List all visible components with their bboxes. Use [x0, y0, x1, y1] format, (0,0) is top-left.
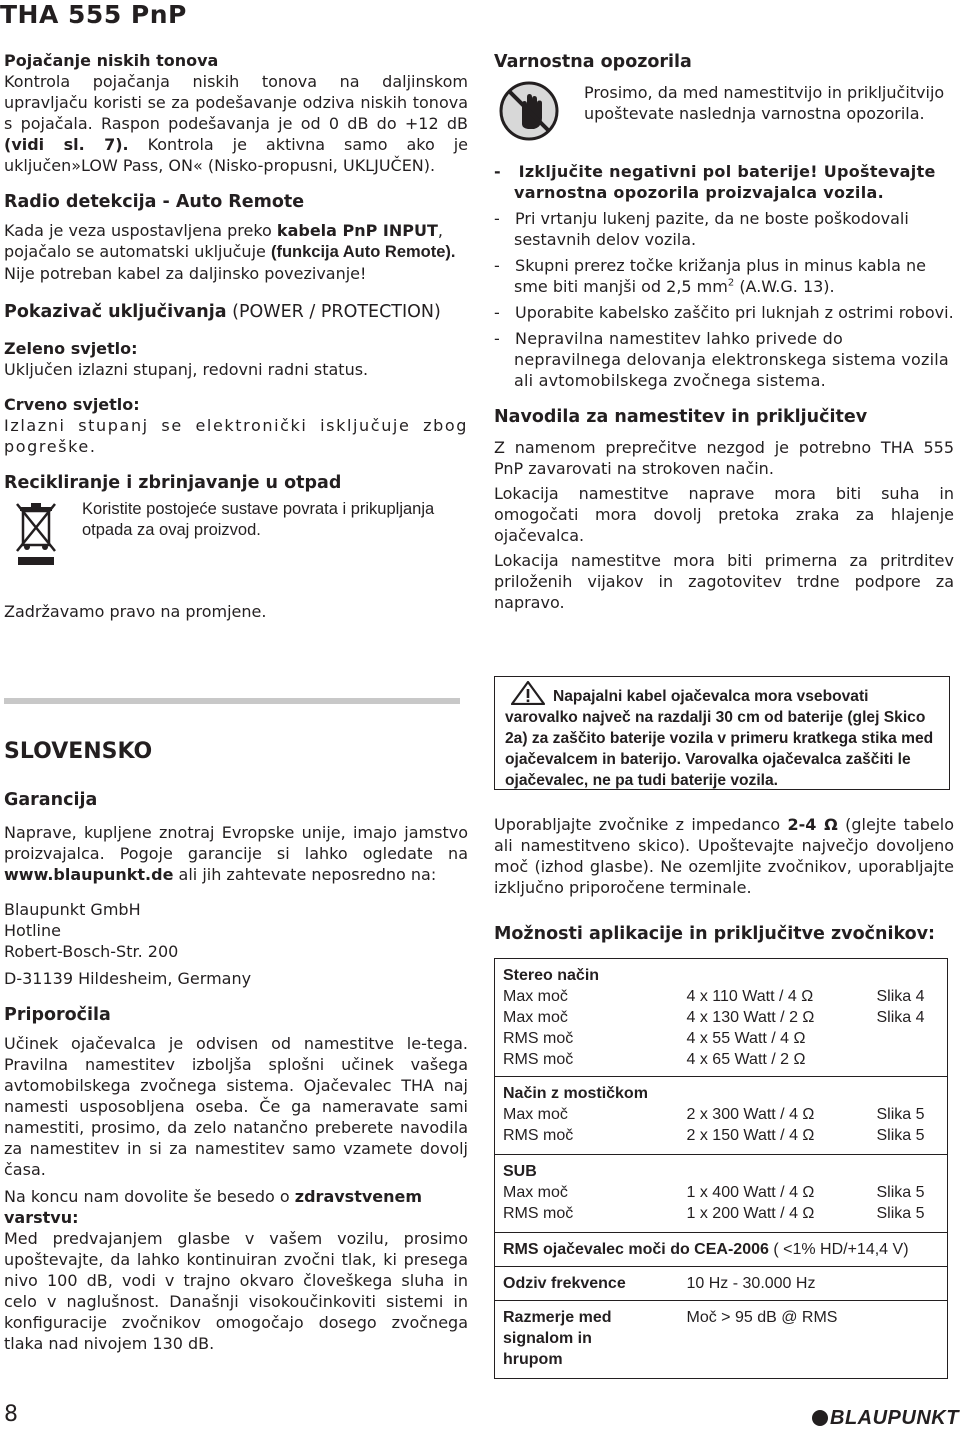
power-heading: Pokazivač uključivanja (POWER / PROTECTION) [4, 302, 441, 322]
safety-item: - Izključite negativni pol baterije! Upoštevajte varnostna opozorila proizvajalca vozila. [494, 162, 936, 202]
bridge-heading: Način z mostičkom [495, 1077, 948, 1105]
table-row: Razmerje med signalom in hrupom Moč > 95 dB @ RMS [495, 1301, 948, 1379]
red-light-heading: Crveno svjetlo: [4, 395, 140, 414]
table-row: Odziv frekvence 10 Hz - 30.000 Hz [495, 1267, 948, 1301]
safety-item: - Nepravilna namestitev lahko privede do nepravilnega delovanja elektronskega sistema vozila ali avtomobilskega zvočnega sistema. [494, 329, 949, 390]
page-number: 8 [4, 1402, 18, 1427]
table-row: RMS moč 1 x 200 Watt / 4 Ω Slika 5 [503, 1205, 925, 1222]
bass-heading: Pojačanje niskih tonova [4, 51, 219, 70]
install-text-3: Lokacija namestitve mora biti primerna za pritrditev priloženih vijakov in zagotovitev trdne podpore za napravo. [494, 551, 954, 612]
reserve-text: Zadržavamo pravo na promjene. [4, 602, 267, 621]
left-column-bottom [4, 738, 468, 1354]
green-light-text: Uključen izlazni stupanj, redovni radni status. [4, 360, 369, 379]
red-light-text: Izlazni stupanj se elektronički isključuje zbog pogreške. [4, 416, 468, 456]
safety-item: - Uporabite kabelsko zaščito pri luknjah z ostrimi robovi. [494, 303, 954, 322]
radio-text: Kada je veza uspostavljena preko kabela PnP INPUT, pojačalo se automatski uključuje (funkcija Auto Remote). Nije potreban kabel za daljinsko povezivanje! [4, 221, 456, 283]
recommend-text: Učinek ojačevalca je odvisen od namestitve le-tega. Pravilna namestitev izboljša splošni učinek vašega avtomobilskega zvočnega sistema. Ojačevalec THA naj namesti usposobljena oseba. Če ga nameravate sami namestiti, prosimo, da zelo natančno preberete navodila za namestitev in si za namestitev samo vzamete dovolj časa. [4, 1034, 468, 1179]
table-row: Max moč 4 x 110 Watt / 4 Ω Slika 4 [503, 988, 925, 1005]
safety-heading: Varnostna opozorila [494, 52, 692, 72]
safety-list [494, 161, 954, 391]
safety-item: - Pri vrtanju lukenj pazite, da ne boste poškodovali sestavnih delov vozila. [494, 209, 909, 249]
applications-heading: Možnosti aplikacije in priključitve zvočnikov: [494, 924, 936, 944]
cea-row: RMS ojačevalec moči do CEA-2006 ( <1% HD/+14,4 V) [495, 1233, 948, 1267]
recommend-heading: Priporočila [4, 1005, 111, 1025]
table-row: Max moč 4 x 130 Watt / 2 Ω Slika 4 [503, 1009, 925, 1026]
recycle-text: Koristite postojeće sustave povrata i prikupljanja otpada za ovaj proizvod. [82, 500, 435, 539]
health-intro: Na koncu nam dovolite še besedo o zdravstvenem varstvu: [4, 1187, 423, 1227]
right-column [494, 50, 954, 613]
green-light-heading: Zeleno svjetlo: [4, 339, 138, 358]
address-line: Hotline [4, 921, 61, 940]
sub-heading: SUB [495, 1155, 948, 1183]
safety-intro: Prosimo, da med namestitvijo in priključitvijo upoštevate naslednja varnostna opozorila. [584, 83, 945, 123]
address-line: Robert-Bosch-Str. 200 [4, 942, 179, 961]
speaker-text: Uporabljajte zvočnike z impedanco 2-4 Ω (glejte tabelo ali namestitveno skico). Upoštevajte največjo dovoljeno moč (izhod glasbe). Ne ozemljite zvočnikov, uporabljajte izključno priporočene terminale. [494, 815, 954, 897]
safety-item: - Skupni prerez točke križanja plus in minus kabla ne sme biti manjši od 2,5 $mm^2$ (A.W.G. 13). [494, 256, 926, 296]
install-text-2: Lokacija namestitve naprave mora biti suha in omogočati mora dovolj pretoka zraka za hlajenje ojačevalca. [494, 484, 954, 545]
blaupunkt-link[interactable]: www.blaupunkt.de [4, 865, 174, 884]
language-heading: SLOVENSKO [4, 739, 153, 764]
recycle-block [4, 499, 468, 589]
left-column-top [4, 50, 468, 622]
health-text: Med predvajanjem glasbe v vašem vozilu, prosimo upoštevajte, da lahko kontinuiran zvočni tlak, ki presega nivo 100 dB, vodi v trajno okvaro človeškega sluha in celo v naglušnost. Današnji visokoučinkoviti sistemi in konfiguracije zvočnikov omogočajo dosego zvočnega tlaka nad nivojem 130 dB. [4, 1229, 468, 1353]
address-line: D-31139 Hildesheim, Germany [4, 969, 252, 988]
stop-hand-icon [498, 80, 560, 142]
spec-table [494, 958, 948, 1379]
warranty-text: Naprave, kupljene znotraj Evropske unije, imajo jamstvo proizvajalca. Pogoje garancije si lahko ogledate na www.blaupunkt.de ali jih zahtevate neposredno na: [4, 823, 468, 884]
warranty-heading: Garancija [4, 790, 98, 810]
warning-triangle-icon [511, 681, 545, 705]
table-row: Max moč 2 x 300 Watt / 4 Ω Slika 5 [503, 1106, 925, 1123]
table-row: Max moč 1 x 400 Watt / 4 Ω Slika 5 [503, 1184, 925, 1201]
address-line: Blaupunkt GmbH [4, 900, 141, 919]
table-row: RMS moč 4 x 55 Watt / 4 Ω [503, 1030, 806, 1047]
brand-logo: BLAUPUNKT [812, 1408, 959, 1429]
address-block [4, 899, 468, 989]
table-row: RMS moč 4 x 65 Watt / 2 Ω [503, 1051, 806, 1068]
page-title: THA 555 PnP [0, 0, 187, 29]
fuse-warning-box [494, 676, 950, 790]
brand-dot-icon [812, 1410, 828, 1426]
fuse-warning-text: Napajalni kabel ojačevalca mora vsebovati varovalko največ na razdalji 30 cm od baterije (glej Skico 2a) za zaščito baterije vozila v primeru kratkega stika med ojačevalcem in baterijo. Varovalka ojačevalca zaščiti le ojačevalec, ne pa tudi baterije vozila. [505, 688, 934, 789]
crossed-bin-icon [14, 501, 58, 567]
stereo-heading: Stereo način [503, 967, 600, 984]
section-divider [4, 698, 460, 704]
bass-text: Kontrola pojačanja niskih tonova na daljinskom upravljaču koristi se za podešavanje odziva niskih tonova s pojačala. Raspon podešavanja je od 0 dB do +12 dB (vidi sl. 7). Kontrola je aktivna samo ako je uključen»LOW Pass, ON« (Nisko-propusni, UKLJUČEN). [4, 72, 468, 175]
install-heading: Navodila za namestitev in priključitev [494, 407, 868, 427]
install-text-1: Z namenom preprečitve nezgod je potrebno THA 555 PnP zavarovati na strokoven način. [494, 438, 954, 478]
safety-intro-block [494, 74, 954, 174]
radio-heading: Radio detekcija - Auto Remote [4, 192, 305, 212]
recycle-heading: Recikliranje i zbrinjavanje u otpad [4, 473, 342, 493]
table-row: RMS moč 2 x 150 Watt / 4 Ω Slika 5 [503, 1127, 925, 1144]
